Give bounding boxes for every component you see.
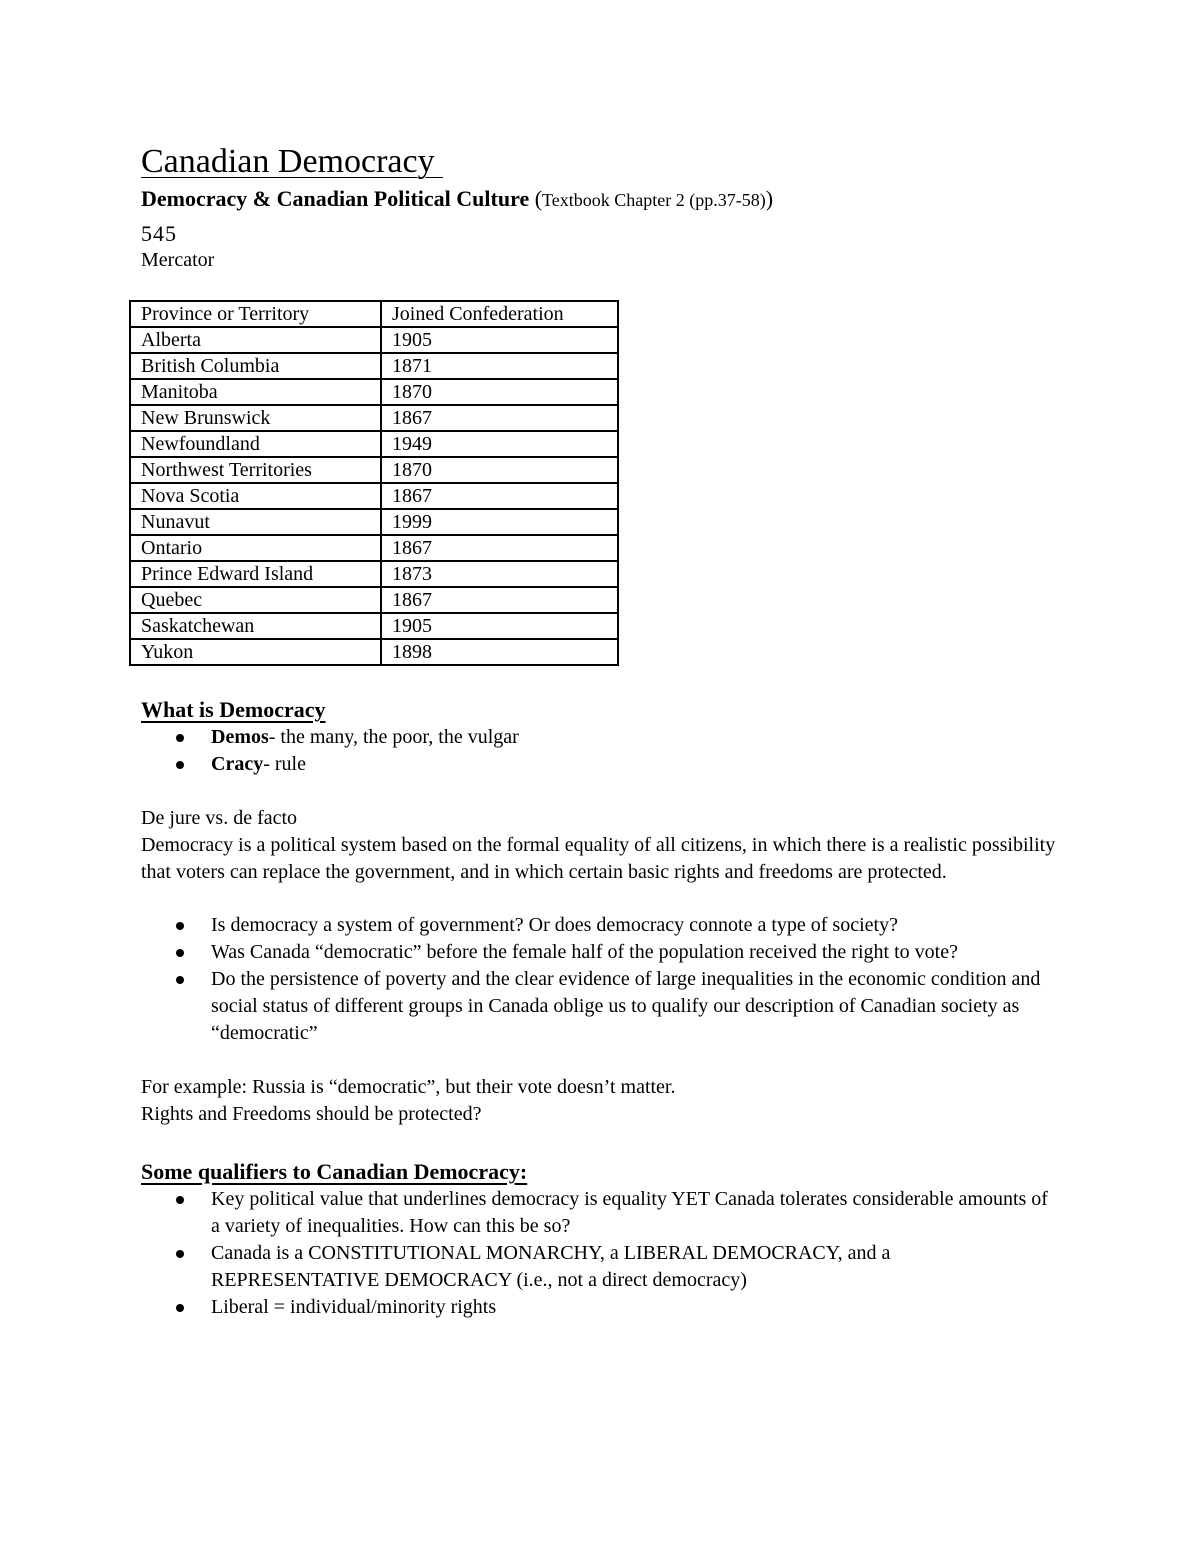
course-code: 545 [141, 221, 177, 246]
bullet-icon [176, 922, 184, 930]
table-row [130, 353, 618, 379]
table-cell-year: 1870 [381, 457, 618, 483]
table-cell-province: Nunavut [130, 509, 381, 535]
table-cell-year: 1870 [381, 379, 618, 405]
table-header-year: Joined Confederation [381, 301, 618, 327]
list-item [141, 751, 1061, 778]
qualifier-text: Canada is a CONSTITUTIONAL MONARCHY, a LIBERAL DEMOCRACY, and a REPRESENTATIVE DEMOCRACY (i.e., not a direct democracy) [211, 1242, 891, 1291]
table-cell-year: 1999 [381, 509, 618, 535]
projection-label: Mercator [141, 249, 215, 271]
table-header-row [130, 301, 618, 327]
table-row [130, 509, 618, 535]
bullet-icon [176, 734, 184, 742]
table-cell-province: Prince Edward Island [130, 561, 381, 587]
section-heading-what-is-democracy: What is Democracy [141, 697, 326, 722]
table-cell-year: 1949 [381, 431, 618, 457]
subtitle-main: Democracy & Canadian Political Culture [141, 186, 530, 211]
table-cell-year: 1873 [381, 561, 618, 587]
list-item [141, 1186, 1061, 1240]
table-row [130, 457, 618, 483]
list-item [141, 912, 1061, 939]
document-subtitle [141, 184, 1061, 215]
qualifier-text: Key political value that underlines democracy is equality YET Canada tolerates considerable amounts of a variety of inequalities. How can this be so? [211, 1188, 1048, 1237]
question-text: Is democracy a system of government? Or does democracy connote a type of society? [211, 914, 898, 936]
document-page [141, 140, 1061, 1321]
list-item [141, 1294, 1061, 1321]
table-row [130, 613, 618, 639]
table-cell-province: New Brunswick [130, 405, 381, 431]
bullet-icon [176, 761, 184, 769]
question-text: Was Canada “democratic” before the female half of the population received the right to vote? [211, 941, 958, 963]
table-row [130, 431, 618, 457]
term-demos-definition: - the many, the poor, the vulgar [268, 726, 519, 748]
list-item [141, 939, 1061, 966]
table-cell-year: 1905 [381, 327, 618, 353]
section-heading-qualifiers: Some qualifiers to Canadian Democracy: [141, 1159, 528, 1184]
table-cell-year: 1867 [381, 483, 618, 509]
bullet-icon [176, 1304, 184, 1312]
table-cell-province: Saskatchewan [130, 613, 381, 639]
table-cell-province: Alberta [130, 327, 381, 353]
table-row [130, 327, 618, 353]
term-cracy-definition: - rule [263, 753, 306, 775]
democracy-terms-list [141, 724, 1061, 778]
table-cell-province: Newfoundland [130, 431, 381, 457]
table-row [130, 483, 618, 509]
democracy-definition: Democracy is a political system based on the formal equality of all citizens, in which there is a realistic possibility that voters can replace the government, and in which certain basic rights and freedoms are protected. [141, 834, 1056, 883]
table-cell-province: Ontario [130, 535, 381, 561]
bullet-icon [176, 949, 184, 957]
bullet-icon [176, 976, 184, 984]
list-item [141, 1240, 1061, 1294]
bullet-icon [176, 1250, 184, 1258]
de-jure-line: De jure vs. de facto [141, 807, 298, 829]
table-cell-province: British Columbia [130, 353, 381, 379]
list-item [141, 966, 1061, 1047]
table-cell-province: Manitoba [130, 379, 381, 405]
table-cell-year: 1905 [381, 613, 618, 639]
table-cell-province: Nova Scotia [130, 483, 381, 509]
rights-line: Rights and Freedoms should be protected? [141, 1103, 482, 1125]
document-title: Canadian Democracy [141, 143, 444, 180]
table-cell-year: 1867 [381, 405, 618, 431]
table-cell-province: Quebec [130, 587, 381, 613]
questions-list [141, 912, 1061, 1047]
confederation-table [129, 300, 619, 666]
table-row [130, 379, 618, 405]
table-row [130, 535, 618, 561]
example-line: For example: Russia is “democratic”, but their vote doesn’t matter. [141, 1076, 676, 1098]
bullet-icon [176, 1196, 184, 1204]
table-cell-province: Northwest Territories [130, 457, 381, 483]
table-cell-province: Yukon [130, 639, 381, 665]
list-item [141, 724, 1061, 751]
table-cell-year: 1867 [381, 587, 618, 613]
subtitle-reference: Textbook Chapter 2 (pp.37-58) [542, 190, 766, 210]
question-text: Do the persistence of poverty and the clear evidence of large inequalities in the economic condition and social status of different groups in Canada oblige us to qualify our description of Canadian society as “democratic” [211, 968, 1041, 1044]
table-cell-year: 1867 [381, 535, 618, 561]
term-cracy: Cracy [211, 753, 264, 775]
qualifier-text: Liberal = individual/minority rights [211, 1296, 497, 1318]
term-demos: Demos [211, 726, 269, 748]
table-cell-year: 1871 [381, 353, 618, 379]
qualifiers-list [141, 1186, 1061, 1321]
subtitle-paren-close: ) [765, 186, 774, 211]
table-header-province: Province or Territory [130, 301, 381, 327]
table-row [130, 405, 618, 431]
table-row [130, 639, 618, 665]
table-row [130, 561, 618, 587]
subtitle-paren-open: ( [529, 186, 543, 211]
table-row [130, 587, 618, 613]
table-cell-year: 1898 [381, 639, 618, 665]
